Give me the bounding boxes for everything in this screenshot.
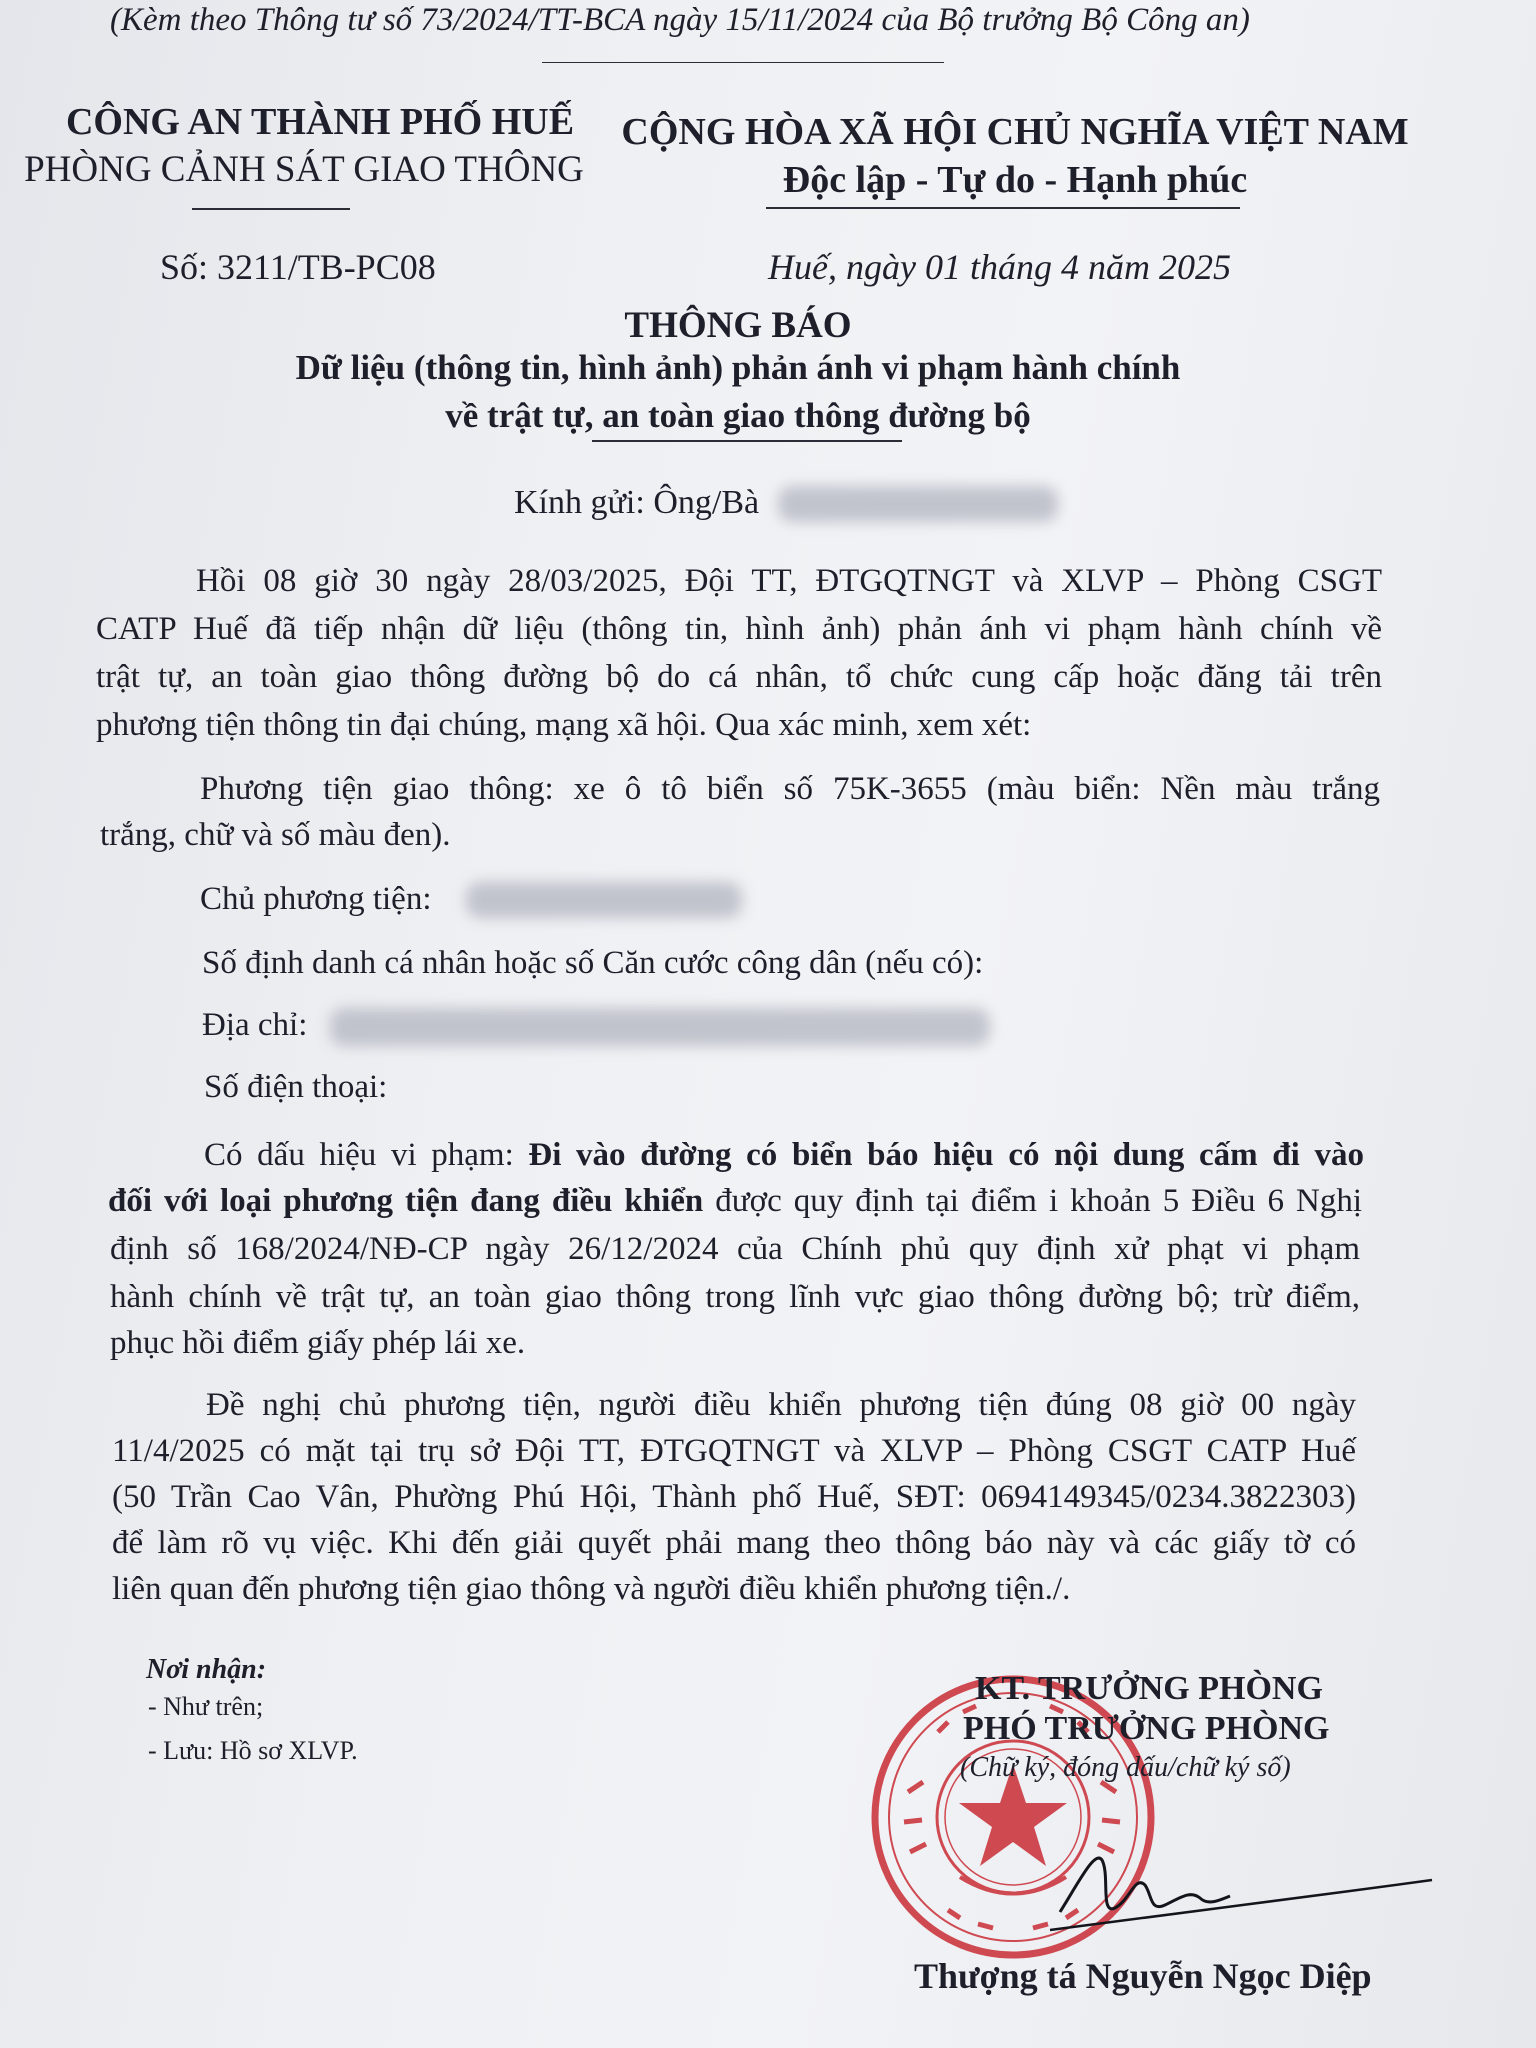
signature-note: (Chữ ký, đóng dấu/chữ ký số) bbox=[960, 1752, 1291, 1783]
violation-line1 bbox=[204, 1132, 1364, 1178]
greeting: Kính gửi: Ông/Bà bbox=[514, 484, 760, 521]
document-title: THÔNG BÁO bbox=[624, 305, 852, 346]
place-date: Huế, ngày 01 tháng 4 năm 2025 bbox=[768, 247, 1231, 287]
vehicle-line1: Phương tiện giao thông: xe ô tô biển số 75K-3655 (màu biển: Nền màu trắng bbox=[200, 771, 1380, 807]
violation-line5: phục hồi điểm giấy phép lái xe. bbox=[110, 1325, 526, 1361]
document-subtitle-line2: về trật tự, an toàn giao thông đường bộ bbox=[445, 396, 1031, 435]
signer-name: Thượng tá Nguyễn Ngọc Diệp bbox=[914, 1956, 1372, 1996]
paragraph1-line1: Hồi 08 giờ 30 ngày 28/03/2025, Đội TT, ĐTGQTNGT và XLVP – Phòng CSGT bbox=[196, 563, 1382, 599]
owner-label: Chủ phương tiện: bbox=[200, 881, 432, 917]
redacted-address bbox=[330, 1008, 990, 1046]
request-line3: (50 Trần Cao Vân, Phường Phú Hội, Thành phố Huế, SĐT: 0694149345/0234.3822303) bbox=[112, 1479, 1356, 1515]
request-line5: liên quan đến phương tiện giao thông và người điều khiển phương tiện./. bbox=[112, 1571, 1071, 1607]
violation-line4: hành chính về trật tự, an toàn giao thông trong lĩnh vực giao thông đường bộ; trừ điểm, bbox=[110, 1279, 1360, 1315]
attachment-note: (Kèm theo Thông tư số 73/2024/TT-BCA ngày 15/11/2024 của Bộ trưởng Bộ Công an) bbox=[110, 2, 1250, 38]
recipients-heading: Nơi nhận: bbox=[146, 1654, 267, 1685]
violation-rest-line2: được quy định tại điểm i khoản 5 Điều 6 Nghị bbox=[703, 1183, 1362, 1219]
title-underline bbox=[592, 440, 902, 442]
violation-bold-line1: Đi vào đường có biển báo hiệu có nội dung cấm đi vào bbox=[528, 1137, 1364, 1173]
phone-label: Số điện thoại: bbox=[204, 1069, 388, 1105]
id-number-label: Số định danh cá nhân hoặc số Căn cước công dân (nếu có): bbox=[202, 945, 984, 981]
recipient-item: - Như trên; bbox=[148, 1692, 264, 1721]
motto-underline bbox=[766, 207, 1240, 209]
request-line1: Đề nghị chủ phương tiện, người điều khiển phương tiện đúng 08 giờ 00 ngày bbox=[206, 1387, 1356, 1423]
national-title: CỘNG HÒA XÃ HỘI CHỦ NGHĨA VIỆT NAM bbox=[621, 111, 1409, 153]
violation-intro: Có dấu hiệu vi phạm: bbox=[204, 1137, 529, 1173]
agency-name: CÔNG AN THÀNH PHỐ HUẾ bbox=[65, 101, 575, 143]
redacted-owner-name bbox=[466, 882, 742, 918]
department-name: PHÒNG CẢNH SÁT GIAO THÔNG bbox=[24, 149, 584, 190]
address-label: Địa chỉ: bbox=[202, 1007, 308, 1043]
violation-line2 bbox=[108, 1178, 1362, 1224]
recipient-item: - Lưu: Hồ sơ XLVP. bbox=[148, 1736, 358, 1765]
request-line2: 11/4/2025 có mặt tại trụ sở Đội TT, ĐTGQTNGT và XLVP – Phòng CSGT CATP Huế bbox=[112, 1433, 1356, 1469]
paragraph1-line3: trật tự, an toàn giao thông đường bộ do cá nhân, tổ chức cung cấp hoặc đăng tải trên bbox=[96, 659, 1382, 695]
request-line4: để làm rõ vụ việc. Khi đến giải quyết phải mang theo thông báo này và các giấy tờ có bbox=[112, 1525, 1356, 1561]
signature-title-line2: PHÓ TRƯỞNG PHÒNG bbox=[963, 1710, 1330, 1747]
national-motto: Độc lập - Tự do - Hạnh phúc bbox=[782, 159, 1248, 201]
redacted-recipient-name bbox=[778, 486, 1058, 522]
signature-title-line1: KT. TRƯỞNG PHÒNG bbox=[975, 1670, 1323, 1707]
handwritten-signature bbox=[1040, 1820, 1440, 1940]
violation-bold-line2: đối với loại phương tiện đang điều khiển bbox=[108, 1183, 704, 1219]
paragraph1-line2: CATP Huế đã tiếp nhận dữ liệu (thông tin, hình ảnh) phản ánh vi phạm hành chính về bbox=[96, 611, 1382, 647]
document-subtitle-line1: Dữ liệu (thông tin, hình ảnh) phản ánh vi phạm hành chính bbox=[295, 348, 1181, 387]
divider bbox=[542, 62, 944, 63]
paragraph1-line4: phương tiện thông tin đại chúng, mạng xã hội. Qua xác minh, xem xét: bbox=[96, 707, 1032, 743]
vehicle-line2: trắng, chữ và số màu đen). bbox=[100, 817, 451, 853]
document-number: Số: 3211/TB-PC08 bbox=[160, 247, 436, 287]
violation-line3: định số 168/2024/NĐ-CP ngày 26/12/2024 của Chính phủ quy định xử phạt vi phạm bbox=[110, 1231, 1360, 1267]
agency-underline bbox=[192, 208, 350, 210]
